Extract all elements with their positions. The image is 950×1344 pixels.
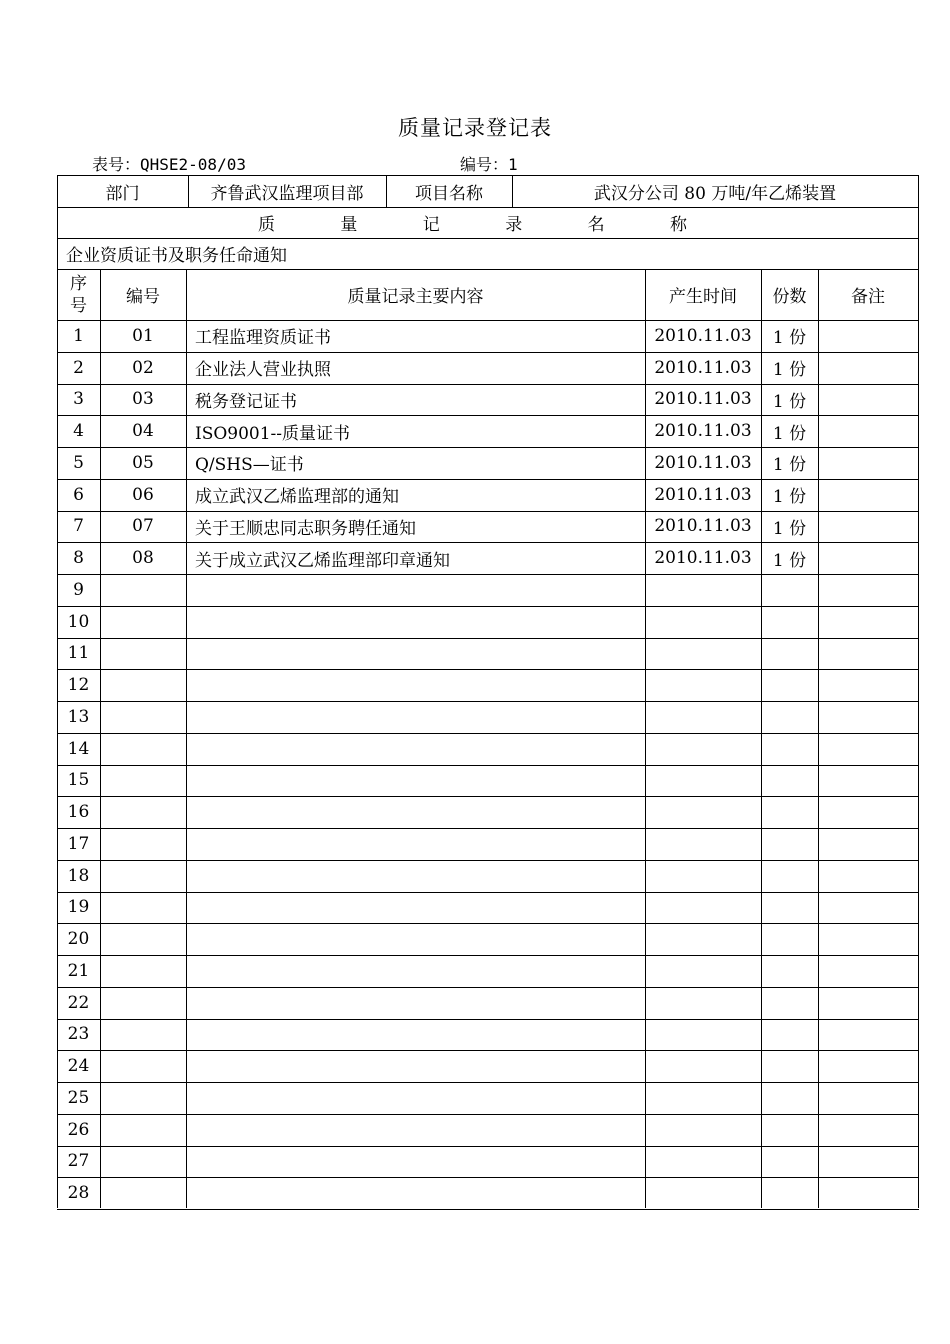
table-cell-copies: 1 份 xyxy=(772,550,807,571)
table-cell-remarks xyxy=(818,1082,918,1114)
column-header-seq xyxy=(57,269,100,320)
table-cell-seq: 20 xyxy=(67,929,90,950)
table-cell-content xyxy=(186,1146,645,1178)
table-cell-seq: 11 xyxy=(67,643,90,664)
record-name-label: 质 量 记 录 名 称 xyxy=(257,215,718,235)
table-cell-content: 工程监理资质证书 xyxy=(195,328,331,349)
table-cell-content: Q/SHS—证书 xyxy=(195,455,304,476)
table-cell-remarks xyxy=(818,352,918,384)
table-cell-date xyxy=(645,1114,761,1146)
table-cell-remarks xyxy=(818,320,918,352)
column-header-remarks: 备注 xyxy=(851,287,885,307)
table-cell-code xyxy=(100,1050,186,1082)
table-cell-code xyxy=(100,638,186,670)
table-cell-remarks xyxy=(818,860,918,892)
project-label: 项目名称 xyxy=(415,183,483,204)
table-cell-date: 2010.11.03 xyxy=(654,421,752,442)
table-cell-copies xyxy=(761,701,818,733)
table-cell-seq: 18 xyxy=(67,865,90,886)
table-cell-remarks xyxy=(818,1050,918,1082)
table-cell-remarks xyxy=(818,987,918,1019)
table-cell-code xyxy=(100,987,186,1019)
table-cell-seq: 26 xyxy=(67,1119,90,1140)
table-cell-date xyxy=(645,1082,761,1114)
grid-line xyxy=(57,175,58,1208)
grid-line xyxy=(188,175,189,207)
table-cell-remarks xyxy=(818,479,918,511)
table-cell-seq: 5 xyxy=(73,452,84,473)
table-cell-code xyxy=(100,828,186,860)
table-cell-remarks xyxy=(818,1146,918,1178)
record-name-value: 企业资质证书及职务任命通知 xyxy=(66,246,287,266)
table-cell-copies xyxy=(761,1082,818,1114)
table-cell-copies xyxy=(761,892,818,924)
table-cell-content xyxy=(186,860,645,892)
table-cell-copies xyxy=(761,1050,818,1082)
table-cell-copies xyxy=(761,955,818,987)
table-cell-code: 01 xyxy=(132,325,154,346)
table-cell-code xyxy=(100,733,186,765)
table-cell-date xyxy=(645,574,761,606)
table-cell-date: 2010.11.03 xyxy=(654,325,752,346)
table-cell-code xyxy=(100,669,186,701)
table-cell-copies: 1 份 xyxy=(772,518,807,539)
table-cell-content xyxy=(186,1177,645,1209)
table-cell-code xyxy=(100,923,186,955)
page-title: 质量记录登记表 xyxy=(398,116,552,140)
table-cell-content: 关于成立武汉乙烯监理部印章通知 xyxy=(195,550,450,571)
column-header-copies: 份数 xyxy=(772,287,807,307)
table-cell-seq: 28 xyxy=(67,1183,90,1204)
table-cell-remarks xyxy=(818,892,918,924)
grid-line xyxy=(761,269,762,1208)
table-cell-date xyxy=(645,1177,761,1209)
grid-line xyxy=(818,269,819,1208)
table-cell-copies xyxy=(761,669,818,701)
table-cell-remarks xyxy=(818,511,918,543)
table-cell-date: 2010.11.03 xyxy=(654,357,752,378)
grid-line xyxy=(918,175,919,1208)
table-cell-date: 2010.11.03 xyxy=(654,452,752,473)
table-cell-content xyxy=(186,1082,645,1114)
grid-line xyxy=(386,175,387,207)
table-cell-remarks xyxy=(818,733,918,765)
table-cell-seq: 22 xyxy=(67,992,90,1013)
column-header-code: 编号 xyxy=(126,287,160,307)
table-cell-remarks xyxy=(818,638,918,670)
table-cell-code: 02 xyxy=(132,357,154,378)
table-cell-code xyxy=(100,606,186,638)
table-cell-date xyxy=(645,638,761,670)
table-cell-content: 成立武汉乙烯监理部的通知 xyxy=(195,487,399,508)
table-cell-seq: 12 xyxy=(67,675,90,696)
table-cell-code xyxy=(100,1019,186,1051)
table-cell-code xyxy=(100,701,186,733)
table-cell-seq: 8 xyxy=(73,548,84,569)
table-cell-date xyxy=(645,733,761,765)
serial-number: 编号：1 xyxy=(460,155,518,174)
table-cell-date: 2010.11.03 xyxy=(654,389,752,410)
table-cell-seq: 15 xyxy=(67,770,90,791)
table-cell-remarks xyxy=(818,765,918,797)
table-cell-code xyxy=(100,765,186,797)
table-cell-code: 07 xyxy=(132,516,154,537)
table-cell-content xyxy=(186,828,645,860)
table-cell-seq: 6 xyxy=(73,484,84,505)
table-cell-content xyxy=(186,669,645,701)
table-cell-date xyxy=(645,987,761,1019)
table-cell-seq: 10 xyxy=(67,611,90,632)
table-cell-code xyxy=(100,796,186,828)
table-cell-remarks xyxy=(818,923,918,955)
grid-line xyxy=(645,269,646,1208)
table-cell-date xyxy=(645,828,761,860)
table-cell-date xyxy=(645,1019,761,1051)
table-cell-copies xyxy=(761,796,818,828)
table-cell-copies: 1 份 xyxy=(772,423,807,444)
table-cell-date xyxy=(645,765,761,797)
table-cell-copies xyxy=(761,574,818,606)
table-cell-code xyxy=(100,574,186,606)
table-cell-date xyxy=(645,796,761,828)
table-cell-content xyxy=(186,606,645,638)
table-cell-copies xyxy=(761,1019,818,1051)
table-cell-content xyxy=(186,1050,645,1082)
table-cell-date xyxy=(645,1146,761,1178)
table-cell-content xyxy=(186,923,645,955)
table-cell-copies xyxy=(761,765,818,797)
grid-line xyxy=(186,269,187,1208)
table-cell-content xyxy=(186,892,645,924)
table-cell-seq: 19 xyxy=(67,897,90,918)
table-cell-code: 04 xyxy=(132,421,154,442)
table-cell-remarks xyxy=(818,1114,918,1146)
project-value: 武汉分公司 80 万吨/年乙烯装置 xyxy=(593,183,837,204)
table-cell-copies: 1 份 xyxy=(772,328,807,349)
table-cell-content xyxy=(186,1019,645,1051)
grid-line xyxy=(100,269,101,1208)
table-cell-seq: 16 xyxy=(67,802,90,823)
table-cell-seq: 25 xyxy=(67,1087,90,1108)
table-cell-copies: 1 份 xyxy=(772,455,807,476)
table-cell-copies xyxy=(761,860,818,892)
form-number: 表号：QHSE2-08/03 xyxy=(92,155,246,174)
table-cell-date xyxy=(645,923,761,955)
table-cell-seq: 2 xyxy=(73,357,84,378)
table-cell-seq: 14 xyxy=(67,738,90,759)
table-cell-content: ISO9001--质量证书 xyxy=(195,423,351,444)
table-cell-remarks xyxy=(818,701,918,733)
table-cell-copies xyxy=(761,1114,818,1146)
table-cell-content xyxy=(186,733,645,765)
table-cell-seq: 17 xyxy=(67,833,90,854)
table-cell-content xyxy=(186,987,645,1019)
table-cell-copies xyxy=(761,828,818,860)
table-cell-seq: 27 xyxy=(67,1151,90,1172)
table-cell-code xyxy=(100,1146,186,1178)
grid-line xyxy=(57,175,919,176)
table-cell-seq: 3 xyxy=(73,389,84,410)
table-cell-seq: 13 xyxy=(67,706,90,727)
table-cell-code xyxy=(100,860,186,892)
table-cell-content: 税务登记证书 xyxy=(195,391,297,412)
table-cell-content xyxy=(186,765,645,797)
table-cell-remarks xyxy=(818,669,918,701)
table-cell-remarks xyxy=(818,1177,918,1209)
table-cell-seq: 7 xyxy=(73,516,84,537)
table-cell-code xyxy=(100,1177,186,1209)
table-cell-code xyxy=(100,955,186,987)
table-cell-date xyxy=(645,1050,761,1082)
table-cell-content xyxy=(186,574,645,606)
table-cell-date xyxy=(645,701,761,733)
table-cell-content xyxy=(186,796,645,828)
table-cell-date xyxy=(645,892,761,924)
table-cell-code xyxy=(100,1082,186,1114)
table-cell-copies: 1 份 xyxy=(772,391,807,412)
table-cell-remarks xyxy=(818,574,918,606)
grid-line xyxy=(57,238,919,239)
table-cell-seq: 23 xyxy=(67,1024,90,1045)
table-cell-copies xyxy=(761,987,818,1019)
grid-line xyxy=(57,207,919,208)
table-cell-seq: 4 xyxy=(73,421,84,442)
table-cell-code: 05 xyxy=(132,452,154,473)
table-cell-date xyxy=(645,955,761,987)
table-cell-remarks xyxy=(818,1019,918,1051)
table-cell-copies: 1 份 xyxy=(772,487,807,508)
table-cell-remarks xyxy=(818,796,918,828)
grid-line xyxy=(57,1209,919,1210)
table-cell-copies xyxy=(761,1146,818,1178)
column-header-content: 质量记录主要内容 xyxy=(347,287,484,307)
table-cell-content xyxy=(186,955,645,987)
table-cell-copies xyxy=(761,1177,818,1209)
grid-line xyxy=(512,175,513,207)
table-cell-remarks xyxy=(818,828,918,860)
table-cell-date: 2010.11.03 xyxy=(654,548,752,569)
table-cell-remarks xyxy=(818,415,918,447)
table-cell-code: 03 xyxy=(132,389,154,410)
dept-label: 部门 xyxy=(105,183,140,204)
column-header-date: 产生时间 xyxy=(669,287,737,307)
table-cell-content: 关于王顺忠同志职务聘任通知 xyxy=(195,518,416,539)
table-cell-code xyxy=(100,1114,186,1146)
table-cell-remarks xyxy=(818,955,918,987)
table-cell-date xyxy=(645,606,761,638)
table-cell-copies xyxy=(761,733,818,765)
table-cell-date: 2010.11.03 xyxy=(654,484,752,505)
dept-value: 齐鲁武汉监理项目部 xyxy=(210,183,364,204)
table-cell-date: 2010.11.03 xyxy=(654,516,752,537)
table-cell-code: 08 xyxy=(132,548,154,569)
table-cell-remarks xyxy=(818,384,918,416)
table-cell-copies xyxy=(761,606,818,638)
table-cell-content: 企业法人营业执照 xyxy=(195,360,331,381)
table-cell-remarks xyxy=(818,542,918,574)
table-cell-copies xyxy=(761,923,818,955)
table-cell-seq: 21 xyxy=(67,960,90,981)
table-cell-code: 06 xyxy=(132,484,154,505)
table-cell-date xyxy=(645,669,761,701)
table-cell-seq: 1 xyxy=(73,325,84,346)
table-cell-remarks xyxy=(818,606,918,638)
column-header-seq-text: 序号 xyxy=(70,273,87,316)
table-cell-code xyxy=(100,892,186,924)
table-cell-content xyxy=(186,701,645,733)
table-cell-copies: 1 份 xyxy=(772,360,807,381)
table-cell-content xyxy=(186,1114,645,1146)
table-cell-copies xyxy=(761,638,818,670)
table-cell-date xyxy=(645,860,761,892)
table-cell-seq: 24 xyxy=(67,1056,90,1077)
table-cell-remarks xyxy=(818,447,918,479)
table-cell-content xyxy=(186,638,645,670)
table-cell-seq: 9 xyxy=(73,579,84,600)
